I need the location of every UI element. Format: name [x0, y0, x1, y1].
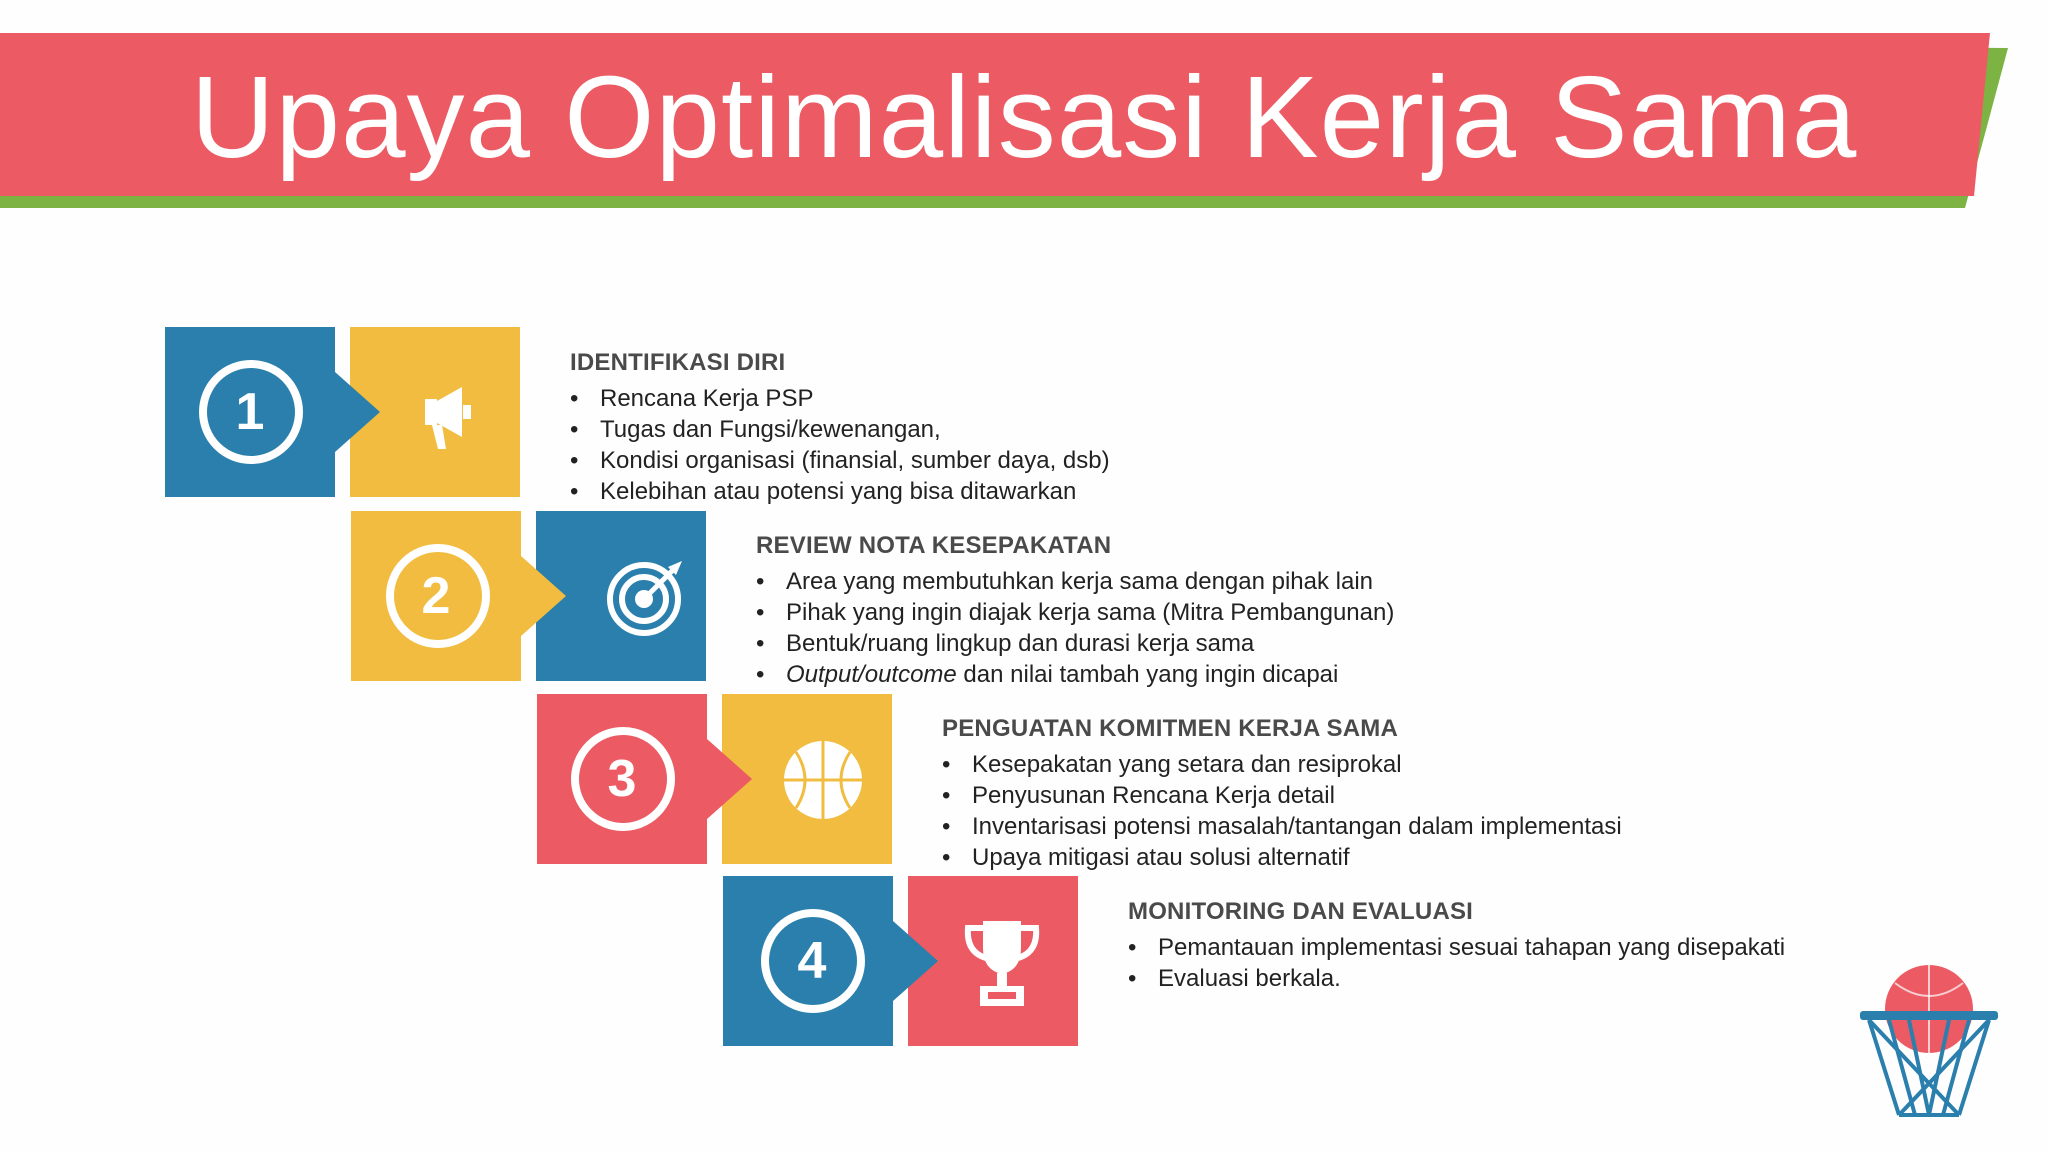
list-item: • Tugas dan Fungsi/kewenangan, — [570, 414, 1470, 445]
list-item — [756, 659, 1656, 690]
step-1-heading: IDENTIFIKASI DIRI — [570, 349, 786, 376]
list-item: • Kesepakatan yang setara dan resiprokal — [942, 749, 1842, 780]
step-2-number-tile — [351, 511, 521, 681]
step-2-list — [756, 566, 1656, 690]
step-3-list — [942, 749, 1842, 873]
basketball-hoop-icon — [1855, 955, 2005, 1125]
list-item: • Kelebihan atau potensi yang bisa ditawarkan — [570, 476, 1470, 507]
list-item: • Penyusunan Rencana Kerja detail — [942, 780, 1842, 811]
step-4-heading: MONITORING DAN EVALUASI — [1128, 898, 1474, 925]
step-2-icon-tile — [536, 511, 706, 681]
step-4-number-tile — [723, 876, 893, 1046]
step-4-number: 4 — [797, 932, 827, 990]
list-item: • Rencana Kerja PSP — [570, 383, 1470, 414]
step-3-number-tile — [537, 694, 707, 864]
step-1-list — [570, 383, 1470, 507]
list-item: • Kondisi organisasi (finansial, sumber daya, dsb) — [570, 445, 1470, 476]
list-item: • Pemantauan implementasi sesuai tahapan yang disepakati — [1128, 932, 2028, 963]
step-4-icon-tile — [908, 876, 1078, 1046]
list-item: • Pihak yang ingin diajak kerja sama (Mitra Pembangunan) — [756, 597, 1656, 628]
list-item: • Area yang membutuhkan kerja sama dengan pihak lain — [756, 566, 1656, 597]
list-item-rest: dan nilai tambah yang ingin dicapai — [956, 661, 1339, 688]
list-item: • Upaya mitigasi atau solusi alternatif — [942, 842, 1842, 873]
list-item: • Bentuk/ruang lingkup dan durasi kerja sama — [756, 628, 1656, 659]
step-2-number: 2 — [421, 567, 451, 625]
page-title: Upaya Optimalisasi Kerja Sama — [190, 52, 1858, 182]
step-3-number: 3 — [607, 750, 637, 808]
step-1-icon-tile — [350, 327, 520, 497]
basketball-icon — [784, 741, 862, 819]
step-1-number-tile — [165, 327, 335, 497]
step-1-text — [570, 343, 1470, 507]
step-2-text — [756, 526, 1656, 690]
step-3-heading: PENGUATAN KOMITMEN KERJA SAMA — [942, 715, 1399, 742]
step-1-number: 1 — [235, 383, 265, 441]
italic-term: Output/outcome — [786, 661, 957, 688]
list-item: • Evaluasi berkala. — [1128, 963, 2028, 994]
step-2-heading: REVIEW NOTA KESEPAKATAN — [756, 532, 1112, 559]
list-item: • Inventarisasi potensi masalah/tantangan dalam implementasi — [942, 811, 1842, 842]
step-3-text — [942, 709, 1842, 873]
step-3-icon-tile — [722, 694, 892, 864]
